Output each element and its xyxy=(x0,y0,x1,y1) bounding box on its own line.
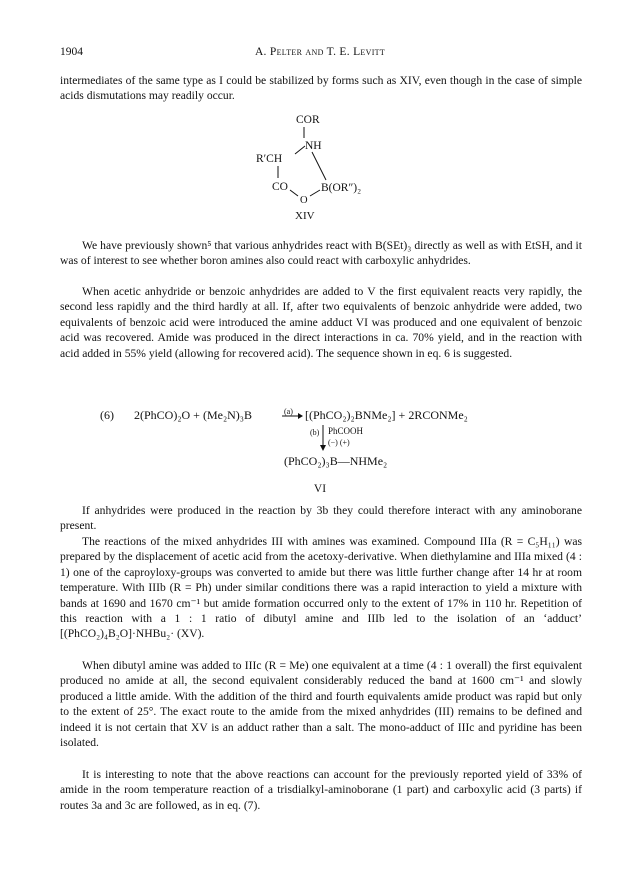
equation-6 xyxy=(60,405,582,485)
eq6-number: (6) xyxy=(100,408,114,422)
eq6-charges: (−) (+) xyxy=(328,438,350,447)
eq6-products: [(PhCO₂)₂BNMe₂] + 2RCONMe₂ xyxy=(305,408,468,422)
paragraph-anhydrides-3b: If anhydrides were produced in the reaction by 3b they could therefore interact with any aminoborane present. xyxy=(60,504,582,533)
paragraph-acetic-anhydride: When acetic anhydride or benzoic anhydrides are added to V the first equivalent reacts very rapidly, the second less rapidly and the third hardly at all. If, after two equivalents of benzoic anhydride were added, two equivalents of benzoic acid were introduced the amine adduct VI was produced and one equivalent of benzoic acid was recovered. Amide was produced in the direct interactions in ca. 70% yield, and in the reaction with acid added in 55% yield (allowing for recovered acid). The sequence shown in eq. 6 is suggested. xyxy=(60,285,582,360)
eq6-arrowhead-a xyxy=(298,413,303,419)
running-authors: A. Pelter and T. E. Levitt xyxy=(254,46,386,58)
eq6-label-vi: VI xyxy=(313,483,327,495)
struct-nh: NH xyxy=(305,140,322,152)
paragraph-mixed-anhydrides: The reactions of the mixed anhydrides III with amines was examined. Compound IIIa (R = C₅H₁₁) was prepared by the displacement of acetic acid from the acetoxy-derivative. When diethylamine and IIIa mixed (4 : 1) one of the caproyloxy-groups was converted to amide but there was little further change after 14 hr at room temperature. With IIIb (R = Ph) under similar conditions there was a rapid interaction to yield a mixture with bands at 1690 and 1670 cm⁻¹ but amide formation occurred only to the extent of 17% in 110 hr. Repetition of this reaction with a 1 : 1 ratio of dibutyl amine and IIIb led to the isolation of an ‘adduct’ [(PhCO₂)₄B₂O]·NHBu₂· (XV). xyxy=(60,535,582,641)
page-number: 1904 xyxy=(60,46,83,58)
paragraph-previous-work: We have previously shown⁵ that various anhydrides react with B(SEt)₃ directly as well as with EtSH, and it was of interest to see whether boron amines also could react with carboxylic anhydrides. xyxy=(60,239,582,268)
paragraph-interesting: It is interesting to note that the above reactions can account for the previously reported yield of 33% of amide in the room temperature reaction of a trisdialkyl-aminoborane (1 part) and carboxylic acid (3 parts) if routes 3a and 3c are followed, as in eq. (7). xyxy=(60,768,582,812)
eq6-product-vi: (PhCO₂)₃B—NHMe₂ xyxy=(284,454,388,468)
eq6-reactants: 2(PhCO)₂O + (Me₂N)₃B xyxy=(134,408,252,422)
eq6-step-a: (a) xyxy=(284,407,293,416)
eq6-reagent-b: PhCOOH xyxy=(328,426,364,436)
struct-rch: R′CH xyxy=(256,153,283,165)
bond-co-o xyxy=(290,190,298,196)
struct-cor: COR xyxy=(296,114,320,126)
paragraph-intro: intermediates of the same type as I could be stabilized by forms such as XIV, even though in the case of simple acids dismutations may readily occur. xyxy=(60,74,582,103)
struct-label-xiv: XIV xyxy=(295,210,315,222)
structure-xiv-diagram xyxy=(250,108,390,223)
bond-o-b xyxy=(310,190,320,196)
paragraph-dibutyl-amine: When dibutyl amine was added to IIIc (R = Me) one equivalent at a time (4 : 1 overall) the first equivalent produced no amide at all, the second equivalent considerably reduced the band at 1600 cm⁻¹ and slowly produced a little amide. With the addition of the third and fourth equivalents amide product was rapid but only to the extent of 25°. The exact route to the amide from the mixed anhydrides (III) remains to be defined and indeed it is not certain that XV is an adduct rather than a salt. The mono-adduct of IIIc and pyridine has been isolated. xyxy=(60,659,582,750)
bond-nh-b xyxy=(312,152,326,180)
eq6-step-b: (b) xyxy=(310,428,320,437)
struct-co: CO xyxy=(272,181,288,193)
struct-o: O xyxy=(300,195,308,206)
bond-ch-nh xyxy=(295,146,305,154)
struct-bor: B(OR″)₂ xyxy=(321,182,362,194)
eq6-arrowhead-b xyxy=(320,445,326,451)
